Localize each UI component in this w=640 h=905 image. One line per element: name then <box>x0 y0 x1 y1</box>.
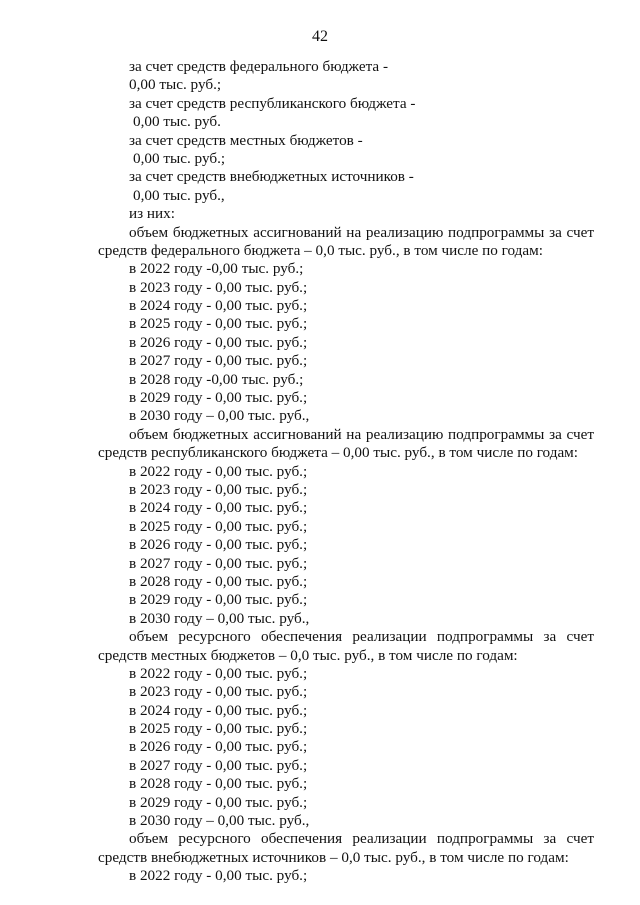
section-heading-first-line: объем ресурсного обеспечения реализации подпрограммы за счет <box>129 830 594 848</box>
year-line: в 2026 году - 0,00 тыс. руб.; <box>129 738 308 756</box>
year-line: в 2025 году - 0,00 тыс. руб.; <box>129 517 308 535</box>
year-line: в 2023 году - 0,00 тыс. руб.; <box>129 278 308 296</box>
intro-line: 0,00 тыс. руб. <box>133 113 221 131</box>
intro-line: 0,00 тыс. руб., <box>133 186 225 204</box>
funding-sources-block <box>98 58 594 224</box>
year-line: в 2022 году -0,00 тыс. руб.; <box>129 260 304 278</box>
intro-line: за счет средств республиканского бюджета - <box>129 94 416 112</box>
year-line: в 2022 году - 0,00 тыс. руб.; <box>129 867 308 885</box>
intro-line: 0,00 тыс. руб.; <box>129 76 222 94</box>
extrabudgetary-section <box>98 830 594 885</box>
section-heading-continuation: средств республиканского бюджета – 0,00 тыс. руб., в том числе по годам: <box>98 444 579 462</box>
section-heading <box>98 628 594 665</box>
intro-line: за счет средств местных бюджетов - <box>129 131 363 149</box>
intro-line: за счет средств федерального бюджета - <box>129 58 389 75</box>
section-heading-continuation: средств внебюджетных источников – 0,0 тыс. руб., в том числе по годам: <box>98 848 569 866</box>
year-line: в 2030 году – 0,00 тыс. руб., <box>129 407 310 425</box>
section-heading <box>98 426 594 463</box>
section-heading-first-line: объем бюджетных ассигнований на реализацию подпрограммы за счет <box>129 425 594 443</box>
year-line: в 2026 году - 0,00 тыс. руб.; <box>129 536 308 554</box>
year-line: в 2023 году - 0,00 тыс. руб.; <box>129 480 308 498</box>
republican-budget-section <box>98 426 594 628</box>
section-heading-continuation: средств федерального бюджета – 0,0 тыс. руб., в том числе по годам: <box>98 241 543 259</box>
local-budgets-section <box>98 628 594 830</box>
year-line: в 2028 году - 0,00 тыс. руб.; <box>129 775 308 793</box>
year-line: в 2027 году - 0,00 тыс. руб.; <box>129 352 308 370</box>
year-line: в 2025 году - 0,00 тыс. руб.; <box>129 720 308 738</box>
year-line: в 2028 году - 0,00 тыс. руб.; <box>129 572 308 590</box>
section-heading-continuation: средств местных бюджетов – 0,0 тыс. руб., в том числе по годам: <box>98 646 518 664</box>
year-line: в 2025 году - 0,00 тыс. руб.; <box>129 315 308 333</box>
year-line: в 2028 году -0,00 тыс. руб.; <box>129 370 304 388</box>
year-line: в 2024 году - 0,00 тыс. руб.; <box>129 297 308 315</box>
year-line: в 2026 году - 0,00 тыс. руб.; <box>129 333 308 351</box>
year-line: в 2024 году - 0,00 тыс. руб.; <box>129 701 308 719</box>
year-line: в 2023 году - 0,00 тыс. руб.; <box>129 683 308 701</box>
year-line: в 2030 году – 0,00 тыс. руб., <box>129 609 310 627</box>
year-line: в 2027 году - 0,00 тыс. руб.; <box>129 756 308 774</box>
year-line: в 2029 году - 0,00 тыс. руб.; <box>129 389 308 407</box>
year-line: в 2022 году - 0,00 тыс. руб.; <box>129 462 308 480</box>
section-heading-first-line: объем бюджетных ассигнований на реализацию подпрограммы за счет <box>129 223 594 241</box>
year-line: в 2029 году - 0,00 тыс. руб.; <box>129 793 308 811</box>
year-line: в 2024 году - 0,00 тыс. руб.; <box>129 499 308 517</box>
section-heading <box>98 224 594 261</box>
section-heading <box>98 830 594 867</box>
year-line: в 2030 году – 0,00 тыс. руб., <box>129 812 310 830</box>
federal-budget-section <box>98 224 594 426</box>
year-line: в 2027 году - 0,00 тыс. руб.; <box>129 554 308 572</box>
intro-line: за счет средств внебюджетных источников - <box>129 168 414 186</box>
year-line: в 2022 году - 0,00 тыс. руб.; <box>129 664 308 682</box>
document-body <box>98 58 594 886</box>
intro-line: 0,00 тыс. руб.; <box>133 149 226 167</box>
section-heading-first-line: объем ресурсного обеспечения реализации подпрограммы за счет <box>129 628 594 646</box>
intro-line: из них: <box>129 205 175 223</box>
year-line: в 2029 году - 0,00 тыс. руб.; <box>129 591 308 609</box>
page-number: 42 <box>312 28 328 45</box>
